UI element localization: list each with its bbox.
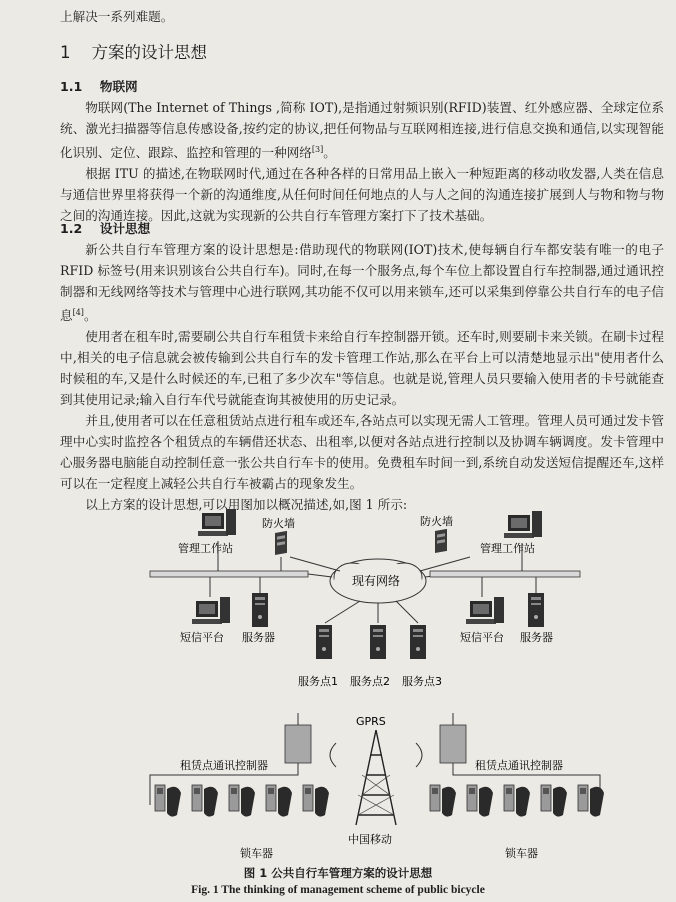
gprs-label: GPRS <box>356 715 386 728</box>
right-management-site <box>420 511 580 644</box>
network-label: 现有网络 <box>352 574 401 588</box>
paragraph-itu: 根据 ITU 的描述,在物联网时代,通过在各种各样的日常用品上嵌入一种短距离的移动收发器,人类在信息与通信世界里将获得一个新的沟通维度,从任何时间任何地点的人与人之间的沟通连接扩展到人与物和物与物之间的沟通连接。因此,这就为实现新的公共自行车管理方案打下了技术基础。 <box>60 166 664 224</box>
left-management-site <box>150 509 308 644</box>
section-title: 方案的设计思想 <box>91 43 207 62</box>
lock-left-5-icon <box>303 785 329 817</box>
figure-caption-chinese: 图 1 公共自行车管理方案的设计思想 <box>243 866 433 880</box>
workstation-left-icon <box>198 509 236 536</box>
mobile-label: 中国移动 <box>348 833 392 846</box>
paragraph-design-idea: 新公共自行车管理方案的设计思想是:借助现代的物联网(IOT)技术,使每辆自行车都安装有唯一的电子 RFID 标签号(用来识别该台公共自行车)。同时,在每一个服务点,每个车位上都设置自行车控制器,通过通讯控制器和无线网络等技术与管理中心进行联网,其功能不仅可以用来锁车,还可以采集到停靠公共自行车的电子信息[4]。 <box>60 242 664 324</box>
server-left-icon <box>252 593 268 627</box>
reference-mark: [4] <box>72 308 84 317</box>
subsection-heading <box>60 218 664 239</box>
firewall-left-icon <box>275 531 287 555</box>
lock-left-1-icon <box>155 785 181 817</box>
subsection-heading <box>60 76 664 97</box>
section-number: 1 <box>60 43 71 62</box>
subsection-1-1 <box>60 76 664 226</box>
paragraph-iot-definition: 物联网(The Internet of Things ,简称 IOT),是指通过射频识别(RFID)装置、红外感应器、全球定位系统、激光扫描器等信息传感设备,按约定的协议,把任何物品与互联网相连接,进行信息交换和通信,以实现智能化识别、定位、跟踪、监控和管理的一种网络[3]。 <box>60 100 664 161</box>
service-point-2-label: 服务点2 <box>350 675 390 688</box>
service-point-1-label: 服务点1 <box>298 675 338 688</box>
service-point-2-icon <box>370 625 386 659</box>
sms-right-label: 短信平台 <box>460 631 504 644</box>
subsection-1-2 <box>60 218 664 515</box>
section-1 <box>60 42 664 63</box>
network-cloud <box>290 557 470 623</box>
sms-left-label: 短信平台 <box>180 631 224 644</box>
workstation-right-label: 管理工作站 <box>480 542 535 555</box>
top-line: 上解决一系列难题。 <box>60 9 174 24</box>
subsection-title: 设计思想 <box>99 221 151 236</box>
section-heading <box>60 42 664 63</box>
service-points <box>298 625 442 688</box>
subsection-title: 物联网 <box>99 79 138 94</box>
service-point-3-icon <box>410 625 426 659</box>
server-right-icon <box>528 593 544 627</box>
paragraph-management: 并且,使用者可以在任意租赁站点进行租车或还车,各站点可以实现无需人工管理。管理人员可通过发卡管理中心实时监控各个租赁点的车辆借还状态、出租率,以便对各站点进行控制以及协调车辆调度。发卡管理中心服务器电脑能自动控制任意一张公共自行车卡的使用。免费租车时间一到,系统自动发送短信提醒还车,这样可以在一定程度上减轻公共自行车被霸占的现象发生。 <box>60 413 664 492</box>
lock-right-4-icon <box>541 785 567 817</box>
sms-platform-right-icon <box>466 597 504 624</box>
lock-left-3-icon <box>229 785 255 817</box>
ctrl-left-label: 租赁点通讯控制器 <box>180 759 268 772</box>
sms-platform-left-icon <box>192 597 230 624</box>
lock-right-5-icon <box>578 785 604 817</box>
reference-mark: [3] <box>311 145 324 154</box>
lock-right-3-icon <box>504 785 530 817</box>
server-left-label: 服务器 <box>242 631 275 644</box>
text-column <box>60 6 664 27</box>
workstation-right-icon <box>504 511 542 538</box>
lan-bar-right <box>430 571 580 577</box>
figure-caption-english: Fig. 1 The thinking of management scheme of public bicycle <box>191 884 485 896</box>
controller-left-icon <box>285 725 311 763</box>
lan-bar-left <box>150 571 308 577</box>
right-rental-station <box>430 713 604 860</box>
lock-right-2-icon <box>467 785 493 817</box>
lock-left-4-icon <box>266 785 292 817</box>
paragraph-rental-process: 使用者在租车时,需要刷公共自行车租赁卡来给自行车控制器开锁。还车时,则要刷卡来关锁。在刷卡过程中,相关的电子信息就会被传输到公共自行车的发卡管理工作站,那么在平台上可以清楚地显示出"使用者什么时候租的车,又是什么时候还的车,已租了多少次车"等信息。也就是说,管理人员只要输入使用者的卡号就能查到其使用记录;输入自行车代号就能查询其被使用的历史记录。 <box>60 329 664 408</box>
workstation-left-label: 管理工作站 <box>178 542 233 555</box>
controller-right-icon <box>440 725 466 763</box>
firewall-left-label: 防火墙 <box>262 517 295 530</box>
ctrl-right-label: 租赁点通讯控制器 <box>475 759 563 772</box>
lock-right-label: 锁车器 <box>505 847 538 860</box>
lock-right-1-icon <box>430 785 456 817</box>
lock-left-label: 锁车器 <box>240 847 273 860</box>
service-point-3-label: 服务点3 <box>402 675 442 688</box>
service-point-1-icon <box>316 625 332 659</box>
server-right-label: 服务器 <box>520 631 553 644</box>
subsection-number: 1.2 <box>60 221 83 236</box>
lock-left-2-icon <box>192 785 218 817</box>
subsection-number: 1.1 <box>60 79 83 94</box>
firewall-right-icon <box>435 529 447 553</box>
figure-1-diagram <box>130 505 650 870</box>
gprs-tower <box>330 715 422 846</box>
left-rental-station <box>150 713 329 860</box>
firewall-right-label: 防火墙 <box>420 515 453 528</box>
paragraph-figure-intro: 以上方案的设计思想,可以用图加以概况描述,如,图 1 所示: <box>85 497 408 513</box>
